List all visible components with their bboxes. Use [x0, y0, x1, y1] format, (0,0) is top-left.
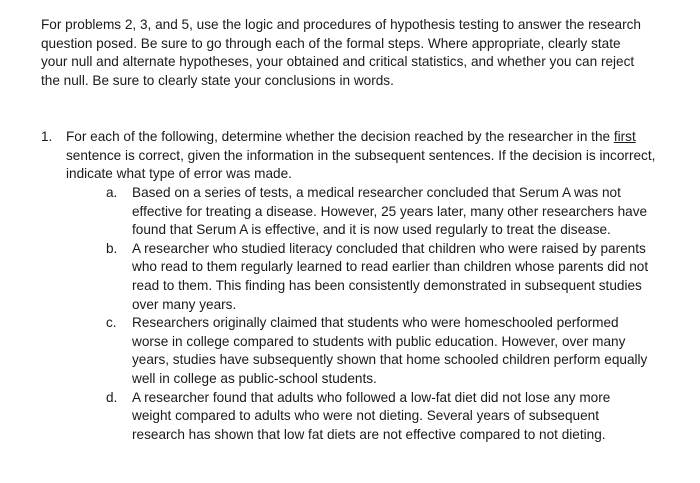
subitem-c-text: Researchers originally claimed that students who were homeschooled performed worse in college compared to students with public education. However, over many years, studies have subsequently shown that home schooled children perform equally well in college as public-school students.: [132, 315, 648, 386]
subitem-c: [106, 314, 651, 388]
subitem-d: [106, 389, 651, 445]
subitem-c-letter: c.: [106, 315, 117, 331]
subitem-b-text: A researcher who studied literacy concluded that children who were raised by parents who read to them regularly learned to read earlier than children whose parents did not read to them. This finding has been consistently demonstrated in subsequent studies over many years.: [132, 240, 649, 312]
intro-paragraph: For problems 2, 3, and 5, use the logic and procedures of hypothesis testing to answer the research question posed. Be sure to go through each of the formal steps. Where appropriate, clearly state your null and alternate hypotheses, your obtained and critical statistics, and whether you can reject the null. Be sure to clearly state your conclusions in words.: [41, 17, 641, 88]
subitem-b-letter: b.: [106, 240, 118, 256]
subitem-b: [106, 240, 651, 314]
question-1-text: [66, 128, 656, 184]
subitem-d-text: A researcher found that adults who followed a low-fat diet did not lose any more weight compared to adults who were not dieting. Several years of subsequent research has shown that low fat diets are not effective compared to not dieting.: [132, 389, 611, 442]
subitem-a: [106, 184, 651, 240]
question-1-subitems: [106, 184, 651, 444]
question-1-text-before: For each of the following, determine whether the decision reached by the researcher in the: [66, 129, 614, 144]
subitem-a-text: Based on a series of tests, a medical researcher concluded that Serum A was not effective for treating a disease. However, 25 years later, many other researchers have found that Serum A is effective, and it is now used regularly to treat the disease.: [132, 185, 648, 238]
underlined-word-first: first: [613, 129, 636, 144]
subitem-a-letter: a.: [106, 185, 118, 200]
question-1-number: 1.: [41, 129, 53, 144]
subitem-d-letter: d.: [106, 389, 118, 405]
question-1-text-after: sentence is correct, given the information in the subsequent sentences. If the decision is incorrect, indicate what type of error was made.: [66, 147, 656, 182]
